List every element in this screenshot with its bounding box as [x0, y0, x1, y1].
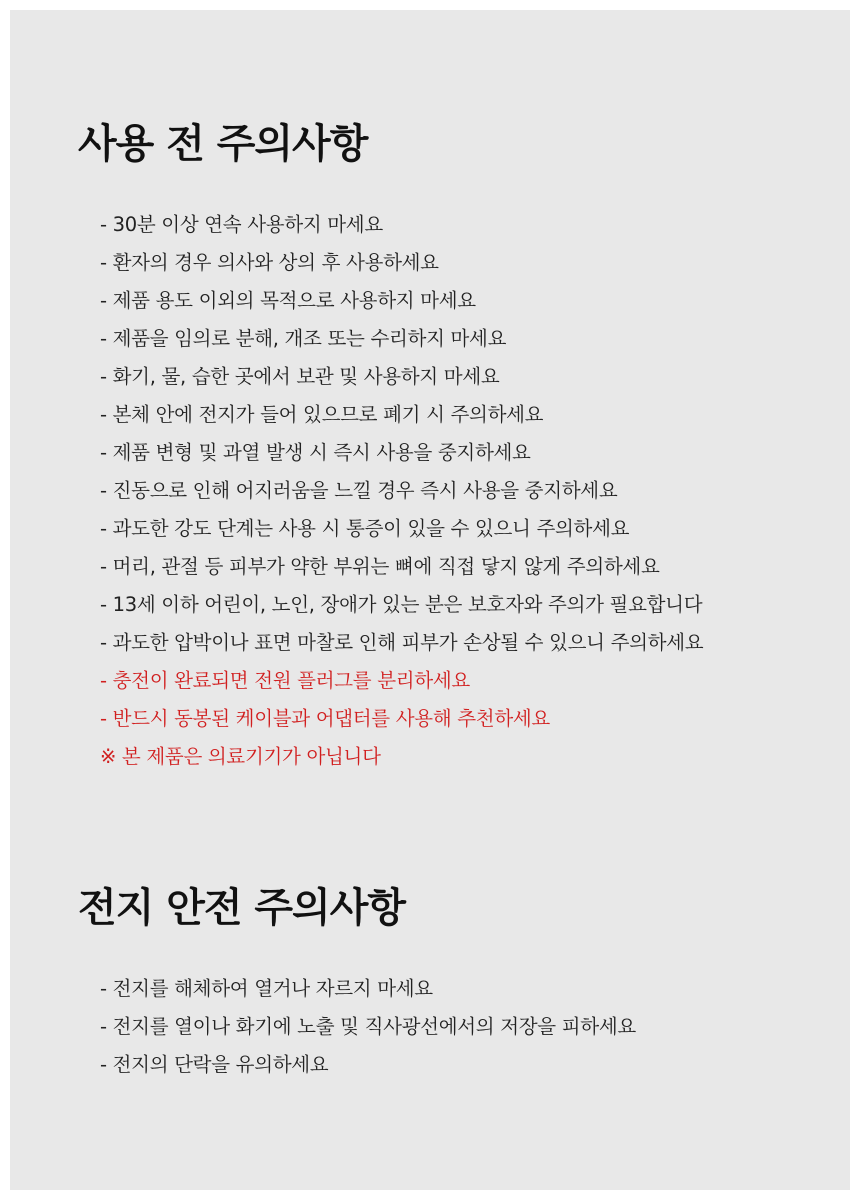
battery-caution-title: 전지 안전 주의사항 [78, 885, 405, 931]
usage-caution-section [78, 114, 830, 776]
list-item: - 과도한 강도 단계는 사용 시 통증이 있을 수 있으니 주의하세요 [100, 517, 630, 540]
list-item: - 제품 변형 및 과열 발생 시 즉시 사용을 중지하세요 [100, 441, 531, 464]
usage-caution-list [78, 206, 830, 776]
list-item: - 과도한 압박이나 표면 마찰로 인해 피부가 손상될 수 있으니 주의하세요 [100, 631, 704, 654]
list-item: - 전지를 열이나 화기에 노출 및 직사광선에서의 저장을 피하세요 [100, 1015, 636, 1038]
highlight-list-item: - 반드시 동봉된 케이블과 어댑터를 사용해 추천하세요 [100, 707, 550, 730]
battery-caution-list [78, 970, 830, 1084]
list-item: - 전지의 단락을 유의하세요 [100, 1053, 329, 1076]
list-item: - 화기, 물, 습한 곳에서 보관 및 사용하지 마세요 [100, 365, 500, 388]
usage-caution-title: 사용 전 주의사항 [78, 121, 368, 167]
list-item: - 30분 이상 연속 사용하지 마세요 [100, 213, 383, 236]
list-item: - 환자의 경우 의사와 상의 후 사용하세요 [100, 251, 439, 274]
list-item: - 머리, 관절 등 피부가 약한 부위는 뼈에 직접 닿지 않게 주의하세요 [100, 555, 660, 578]
list-item: - 13세 이하 어린이, 노인, 장애가 있는 분은 보호자와 주의가 필요합니다 [100, 593, 703, 616]
list-item: - 진동으로 인해 어지러움을 느낄 경우 즉시 사용을 중지하세요 [100, 479, 618, 502]
battery-caution-section [78, 878, 830, 1084]
list-item: - 제품을 임의로 분해, 개조 또는 수리하지 마세요 [100, 327, 507, 350]
medical-device-notice: ※ 본 제품은 의료기기가 아닙니다 [100, 745, 381, 768]
list-item: - 본체 안에 전지가 들어 있으므로 폐기 시 주의하세요 [100, 403, 544, 426]
list-item: - 전지를 해체하여 열거나 자르지 마세요 [100, 977, 433, 1000]
list-item: - 제품 용도 이외의 목적으로 사용하지 마세요 [100, 289, 476, 312]
caution-panel [10, 10, 850, 1190]
highlight-list-item: - 충전이 완료되면 전원 플러그를 분리하세요 [100, 669, 470, 692]
